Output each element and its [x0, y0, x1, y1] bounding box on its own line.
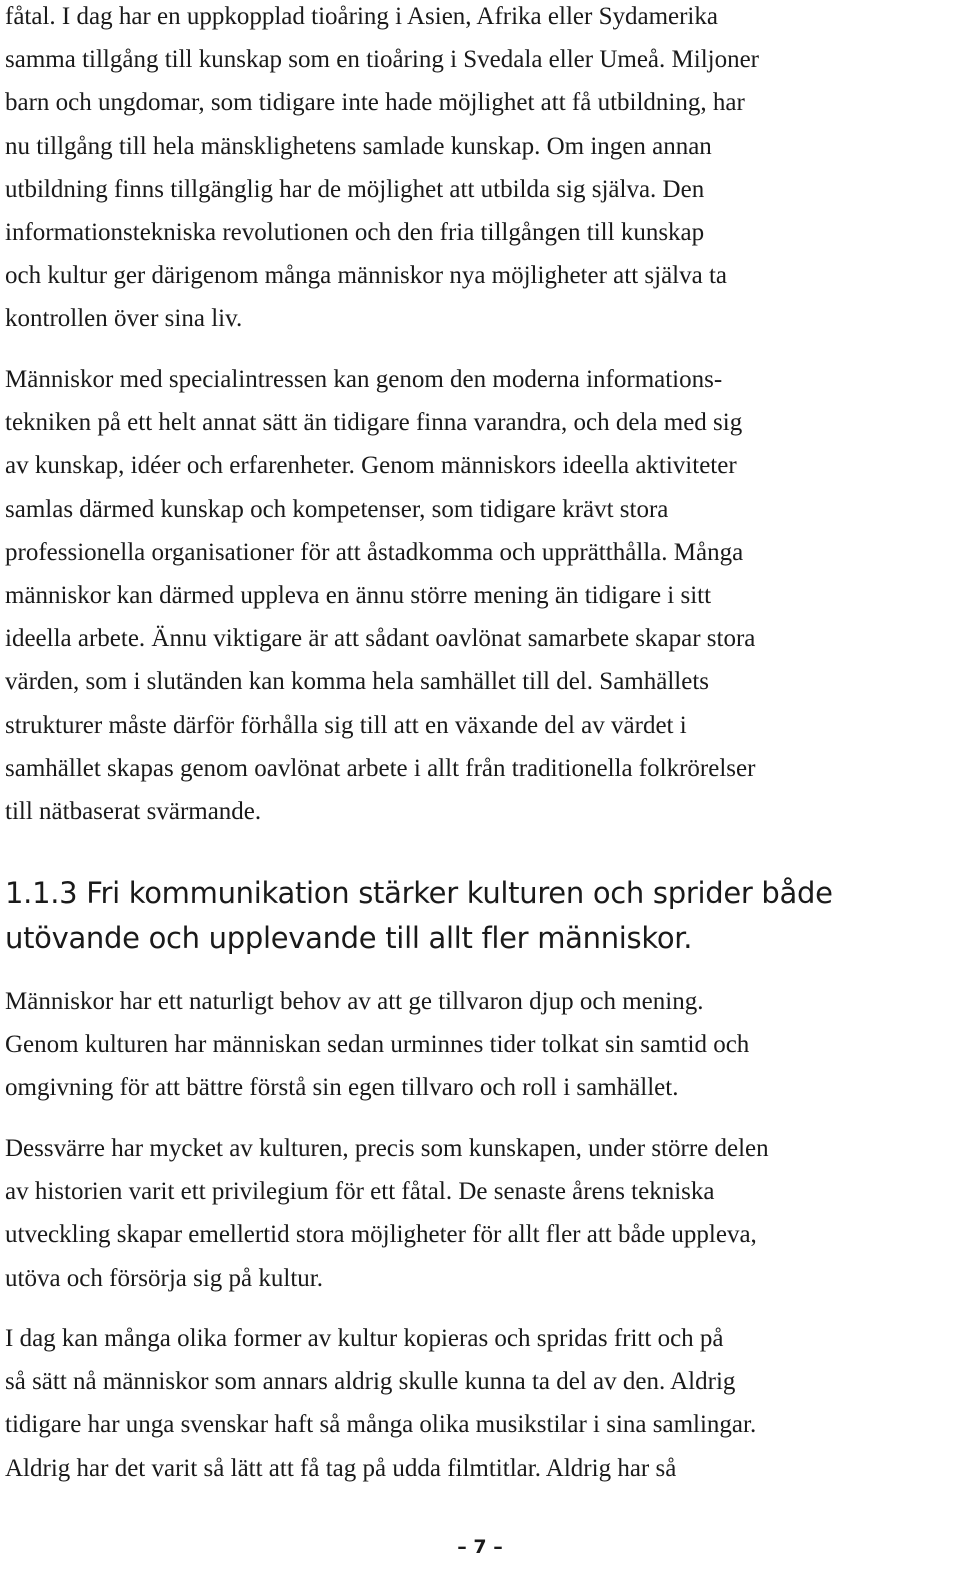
paragraph-education-access [5, 0, 759, 341]
text-line: nu tillgång till hela mänsklighetens samlade kunskap. Om ingen annan [5, 132, 712, 160]
text-line: omgivning för att bättre förstå sin egen tillvaro och roll i samhället. [5, 1074, 679, 1102]
text-line: Människor har ett naturligt behov av att ge tillvaron djup och mening. [5, 988, 704, 1015]
text-line: Dessvärre har mycket av kulturen, precis som kunskapen, under större delen [5, 1135, 769, 1162]
heading-line: 1.1.3 Fri kommunikation stärker kulturen och sprider både [5, 876, 833, 910]
text-line: I dag kan många olika former av kultur kopieras och spridas fritt och på [5, 1325, 724, 1352]
text-line: så sätt nå människor som annars aldrig skulle kunna ta del av den. Aldrig [5, 1368, 736, 1396]
page-number: – 7 – [457, 1536, 503, 1558]
text-line: utöva och försörja sig på kultur. [5, 1264, 323, 1292]
text-line: kontrollen över sina liv. [5, 305, 243, 333]
text-line: samma tillgång till kunskap som en tioåring i Svedala eller Umeå. Miljoner [5, 46, 760, 74]
text-line: utbildning finns tillgänglig har de möjlighet att utbilda sig själva. Den [5, 175, 705, 203]
text-line: barn och ungdomar, som tidigare inte hade möjlighet att få utbildning, har [5, 89, 745, 117]
text-line: tekniken på ett helt annat sätt än tidigare finna varandra, och dela med sig [5, 409, 743, 437]
text-line: av historien varit ett privilegium för ett fåtal. De senaste årens tekniska [5, 1178, 715, 1206]
text-line: och kultur ger därigenom många människor nya möjligheter att själva ta [5, 262, 728, 290]
text-line: fåtal. I dag har en uppkopplad tioåring i Asien, Afrika eller Sydamerika [5, 3, 718, 30]
text-line: ideella arbete. Ännu viktigare är att sådant oavlönat samarbete skapar stora [5, 625, 756, 653]
text-line: strukturer måste därför förhålla sig till att en växande del av värdet i [5, 711, 687, 739]
text-line: människor kan därmed uppleva en ännu större mening än tidigare i sitt [5, 582, 712, 610]
text-line: Aldrig har det varit så lätt att få tag på udda filmtitlar. Aldrig har så [5, 1454, 677, 1482]
text-line: utveckling skapar emellertid stora möjligheter för allt fler att både uppleva, [5, 1221, 757, 1249]
text-line: till nätbaserat svärmande. [5, 798, 262, 826]
paragraph-culture-privilege [5, 1127, 769, 1300]
paragraph-culture-copying [5, 1317, 756, 1490]
text-line: Genom kulturen har människan sedan urminnes tider tolkat sin samtid och [5, 1031, 750, 1059]
text-line: professionella organisationer för att åstadkomma och upprätthålla. Många [5, 538, 744, 566]
section-heading [5, 871, 833, 961]
text-line: tidigare har unga svenskar haft så många olika musikstilar i sina samlingar. [5, 1411, 757, 1439]
text-line: av kunskap, idéer och erfarenheter. Genom människors ideella aktiviteter [5, 452, 737, 480]
text-line: värden, som i slutänden kan komma hela samhället till del. Samhällets [5, 668, 710, 696]
text-line: informationstekniska revolutionen och den fria tillgången till kunskap [5, 219, 705, 247]
paragraph-special-interests [5, 358, 755, 833]
paragraph-human-needs [5, 980, 749, 1110]
heading-line: utövande och upplevande till allt fler människor. [5, 921, 693, 955]
text-line: Människor med specialintressen kan genom den moderna informations- [5, 366, 723, 393]
text-line: samlas därmed kunskap och kompetenser, som tidigare krävt stora [5, 495, 669, 523]
text-line: samhället skapas genom oavlönat arbete i allt från traditionella folkrörelser [5, 754, 756, 782]
